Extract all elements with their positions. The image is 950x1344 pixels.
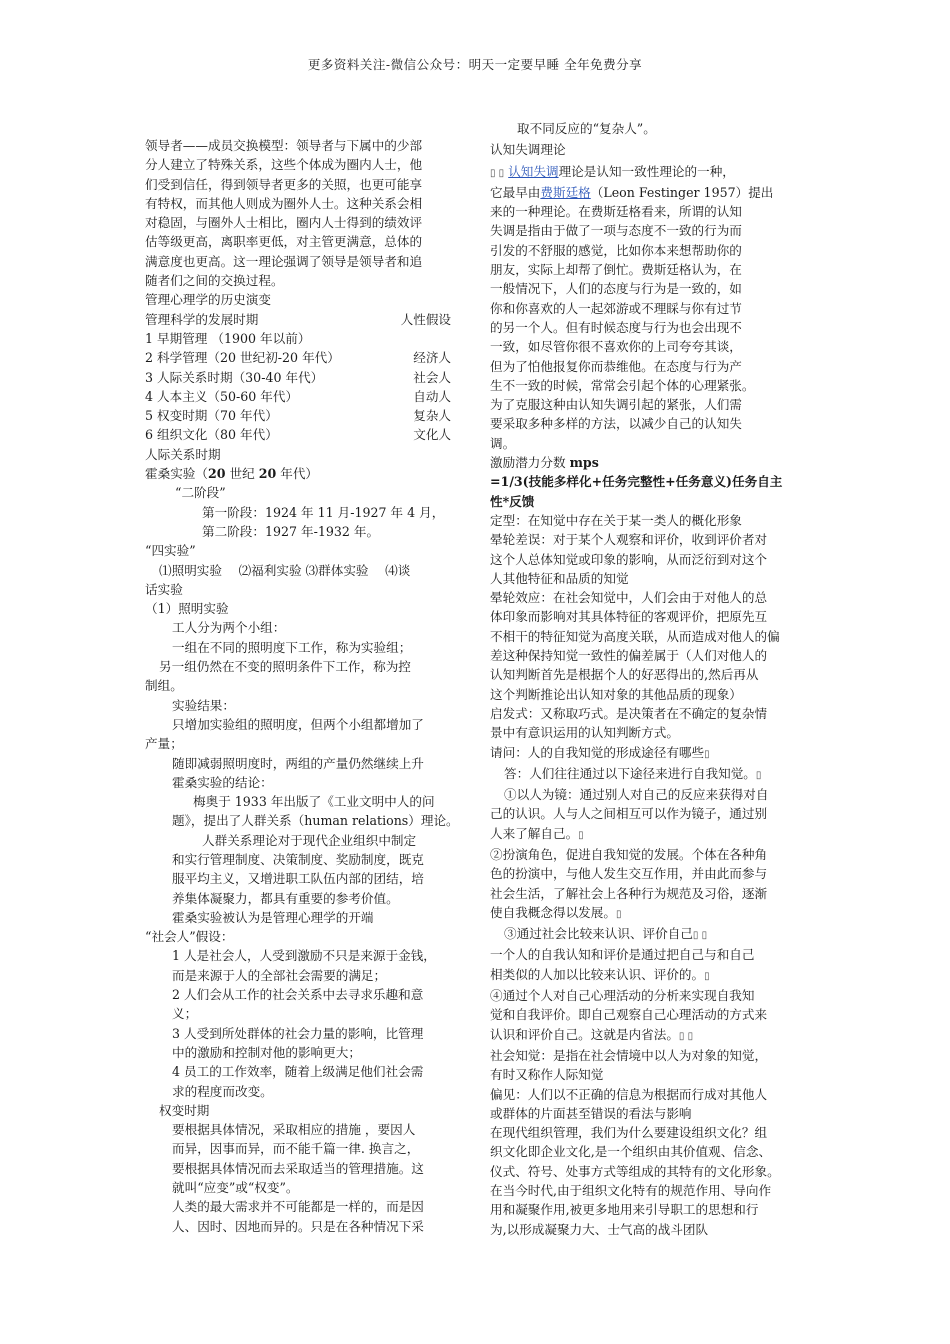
text-line: 1 人是社会人，人受到激励不只是来源于金钱， (172, 948, 436, 964)
placeholder-glyph-icon: ▯ (615, 908, 622, 920)
period-cell: 3 人际关系时期（30-40 年代） (145, 369, 324, 385)
text-line: 在现代组织管理，我们为什么要建设组织文化？组 (490, 1125, 768, 1141)
text-line: 觉和自我评价。即自己观察自己心理活动的方式来 (490, 1007, 768, 1023)
text-line: 满意度也更高。这一理论强调了领导是领导者和追 (145, 253, 423, 269)
text-span: 它最早由 (490, 184, 541, 200)
text-span: 人来了解自己。 (490, 825, 579, 841)
text-line: 偏见：人们以不正确的信息为根据而行成对其他人 (490, 1086, 768, 1102)
text-line: 梅奥于 1933 年出版了《工业文明中人的问 (193, 794, 435, 810)
text-line: 己的认识。人与人之间相互可以作为镜子，通过别 (490, 806, 768, 822)
text-line: 失调是指由于做了一项与态度不一致的行为而 (490, 223, 742, 239)
subsection-title: 权变时期 (159, 1102, 210, 1118)
text-line: 晕轮效应：在社会知觉中，人们会由于对他人的总 (490, 590, 768, 606)
text-line: 估等级更高，离职率更低，对主管更满意，总体的 (145, 234, 423, 250)
placeholder-glyph-icon: ▯ ▯ (678, 1030, 694, 1042)
text-line: 人、因时、因地而异的。只是在各种情况下采 (172, 1218, 424, 1234)
text-line: 4 员工的工作效率，随着上级满足他们社会需 (172, 1064, 424, 1080)
text-line: 有时又称作人际知觉 (490, 1067, 604, 1083)
text-line: 义； (172, 1006, 198, 1022)
table-row (145, 329, 451, 348)
text-line: 景中有意识运用的认知判断方式。 (490, 725, 679, 741)
text-line: 社会生活，了解社会上各种行为规范及习俗，逐渐 (490, 885, 768, 901)
text-line: 就叫“应变”或“权变”。 (172, 1180, 299, 1196)
assumption-cell: 复杂人 (413, 408, 451, 424)
placeholder-glyph-icon: ▯ (578, 829, 584, 841)
right-column (490, 119, 810, 1239)
section-title: 人际关系时期 (145, 446, 221, 462)
section-title: 管理心理学的历史演变 (145, 292, 271, 308)
period-cell: 4 人本主义（50-60 年代） (145, 388, 299, 404)
section-title: 认知失调理论 (490, 142, 566, 158)
text-line: 一致，如尽管你很不喜欢你的上司夸夸其谈， (490, 339, 742, 355)
text-span: 认识和评价自己。这就是内省法。 (490, 1026, 679, 1042)
period-cell: 1 早期管理 （1900 年以前） (145, 330, 311, 346)
text-line: 启发式：又称取巧式。是决策者在不确定的复杂情 (490, 705, 768, 721)
assumption-cell: 经济人 (413, 350, 451, 366)
text-span: 激励潜力分数 (490, 455, 570, 471)
text-line: 一般情况下，人们的态度与行为是一致的，如 (490, 281, 742, 297)
text-line: 用和凝聚作用,被更多地用来引导职工的思想和行 (490, 1202, 759, 1218)
text-span: 20 (258, 466, 277, 482)
text-line: ②扮演角色，促进自我知觉的发展。个体在各种角 (490, 846, 768, 862)
text-line: 要根据具体情况，采取相应的措施 ，要因人 (172, 1122, 416, 1138)
text-line: 体印象而影响对其具体特征的客观评价，把原先互 (490, 609, 768, 625)
lmx-paragraph (145, 136, 465, 290)
table-row (145, 387, 451, 406)
text-line: 题》，提出了人群关系（human relations）理论。 (172, 813, 459, 829)
stage-line: 第一阶段：1924 年 11 月-1927 年 4 月， (202, 504, 445, 520)
text-line (490, 824, 810, 845)
left-column (145, 136, 465, 1236)
text-line: 只增加实验组的照明度，但两个小组都增加了 (172, 716, 424, 732)
text-span: 使自我概念得以发展。 (490, 904, 616, 920)
text-line: 领导者——成员交换模型：领导者与下属中的少部 (145, 138, 423, 153)
period-cell: 5 权变时期（70 年代） (145, 408, 278, 424)
mps-formula (490, 492, 810, 511)
subsection-title: “社会人”假设： (145, 929, 234, 945)
mps-title (490, 453, 810, 472)
page-header: 更多资料关注-微信公众号：明天一定要早睡 全年免费分享 (307, 57, 643, 72)
text-span: 答：人们往往通过以下途径来进行自我知觉。 (504, 765, 756, 781)
text-line: 色的扮演中，与他人发生交互作用，并由此而参与 (490, 866, 768, 882)
text-line: 不相干的特征知觉为高度关联，从而造成对他人的偏 (490, 628, 780, 644)
text-line: 随者们之间的交换过程。 (145, 273, 284, 289)
text-line: 一组在不同的照明度下工作，称为实验组； (172, 639, 412, 655)
text-line: 你和你喜欢的人一起郊游或不理睬与你有过节 (490, 300, 742, 316)
text-line: 对稳固，与圈外人士相比，圈内人士得到的绩效评 (145, 215, 423, 231)
assumption-cell: 自动人 (413, 388, 451, 404)
text-line: 随即减弱照明度时，两组的产量仍然继续上升 (172, 755, 424, 771)
text-span: 相类似的人加以比较来认识、评价的。 (490, 966, 705, 982)
table-row (145, 425, 451, 444)
table-row (145, 348, 451, 367)
text-line: 差这种保持知觉一致性的偏差属于（人们对他人的 (490, 648, 768, 664)
text-line: 们受到信任，得到领导者更多的关照，也更可能享 (145, 176, 423, 192)
stage-line: 第二阶段：1927 年-1932 年。 (202, 523, 380, 539)
text-line: 而是来源于人的全部社会需要的满足； (172, 967, 387, 983)
placeholder-glyph-icon: ▯ (704, 970, 710, 982)
placeholder-glyph-icon: ▯ (704, 748, 710, 760)
text-line: 定型：在知觉中存在关于某一类人的概化形象 (490, 512, 742, 528)
text-line: 织文化即企业文化,是一个组织由其价值观、信念、 (490, 1144, 772, 1160)
text-span: =1/3(技能多样化+任务完整性+任务意义)任务自主 (490, 474, 783, 490)
table-header (145, 310, 451, 329)
text-line: 这个人总体知觉或印象的影响，从而泛衍到对这个 (490, 551, 768, 567)
text-line: 求的程度而改变。 (172, 1083, 273, 1099)
text-span: （Leon Festinger 1957）提出 (590, 184, 774, 200)
text-line: 2 人们会从工作的社会关系中去寻求乐趣和意 (172, 987, 424, 1003)
text-line (490, 924, 810, 945)
text-line (490, 162, 810, 183)
question-line (490, 743, 810, 764)
placeholder-glyph-icon: ▯ ▯ (692, 930, 708, 942)
four-exp-title: “四实验” (145, 543, 196, 559)
placeholder-glyph-icon: ▯ (755, 769, 762, 781)
table-row (145, 406, 451, 425)
column-header: 人性假设 (400, 311, 451, 327)
text-line: 晕轮差误：对于某个人观察和评价，收到评价者对 (490, 532, 768, 548)
text-line (490, 183, 810, 202)
text-line: 但为了怕他报复你而恭维他。在态度与行为产 (490, 358, 742, 374)
text-line: 来的一种理论。在费斯廷格看来，所谓的认知 (490, 204, 742, 220)
subsection-title: （1）照明实验 (145, 601, 229, 617)
text-line: 有特权，而其他人则成为圈外人士。这种关系会相 (145, 195, 423, 211)
text-line: 人其他特征和品质的知觉 (490, 570, 629, 586)
text-line: 而异，因事而异，而不能千篇一律. 换言之， (172, 1141, 420, 1157)
text-span: 20 (207, 466, 226, 482)
text-line: 认知判断首先是根据个人的好恶得出的,然后再从 (490, 667, 759, 683)
text-line: 养集体凝聚力，都具有重要的参考价值。 (172, 890, 399, 906)
text-line: ④通过个人对自己心理活动的分析来实现自我知 (490, 988, 755, 1004)
exp-list: 话实验 (145, 581, 183, 597)
text-span: 世纪 (225, 466, 259, 482)
text-line: 为,以形成凝聚力大、士气高的战斗团队 (490, 1221, 709, 1237)
text-line: 和实行管理制度、决策制度、奖励制度，既克 (172, 851, 424, 867)
text-line: 3 人受到所处群体的社会力量的影响，比管理 (172, 1025, 424, 1041)
text-span: 理论是认知一致性理论的一种， (558, 163, 735, 179)
text-line: 社会知觉：是指在社会情境中以人为对象的知觉， (490, 1047, 768, 1063)
text-span: mps (569, 455, 599, 471)
text-line: 霍桑实验的结论： (172, 774, 273, 790)
text-line: 生不一致的时候，常常会引起个体的心理紧张。 (490, 377, 755, 393)
text-line: 这个判断推论出认知对象的其他品质的现象） (490, 686, 742, 702)
text-line: 在当今时代,由于组织文化特有的规范作用、导向作 (490, 1183, 772, 1199)
text-line: 的另一个人。但有时候态度与行为也会出现不 (490, 319, 742, 335)
text-line: 取不同反应的“复杂人”。 (517, 121, 656, 136)
text-line: 霍桑实验被认为是管理心理学的开端 (172, 909, 374, 925)
text-line: 人群关系理论对于现代企业组织中制定 (202, 832, 417, 848)
text-line: 一个人的自我认知和评价是通过把自己与和自己 (490, 947, 755, 963)
text-line (490, 965, 810, 986)
text-line: 服平均主义，又增进职工队伍内部的团结，培 (172, 871, 424, 887)
text-line: 仪式、符号、处事方式等组成的其特有的文化形象。 (490, 1163, 780, 1179)
two-stage-title: “二阶段” (175, 485, 226, 501)
text-line: 朋友，实际上却帮了倒忙。费斯廷格认为，在 (490, 262, 742, 278)
text-line: 人类的最大需求并不可能都是一样的，而是因 (172, 1199, 424, 1215)
text-span: 年代） (276, 466, 319, 482)
table-row (145, 368, 451, 387)
text-line (490, 1025, 810, 1046)
period-cell: 2 科学管理（20 世纪初-20 年代） (145, 350, 340, 366)
text-line: 制组。 (145, 678, 183, 694)
answer-line (490, 764, 810, 785)
assumption-cell: 文化人 (413, 427, 451, 443)
text-line: 工人分为两个小组： (172, 620, 286, 636)
history-table (145, 310, 465, 445)
text-span: ③通过社会比较来认识、评价自己 (504, 926, 693, 942)
mps-formula (490, 472, 810, 491)
subsection-title: 实验结果： (172, 697, 235, 713)
text-line: 要采取多种多样的方法，以减少自己的认知失 (490, 416, 742, 432)
hawthorne-title (145, 464, 465, 483)
text-line (490, 903, 810, 924)
text-line: ①以人为镜：通过别人对自己的反应来获得对自 (504, 787, 769, 803)
text-span: 性*反馈 (490, 493, 535, 509)
assumption-cell: 社会人 (413, 369, 451, 385)
text-line: 分人建立了特殊关系，这些个体成为圈内人士，他 (145, 157, 423, 173)
text-line: 中的激励和控制对他的影响更大； (172, 1044, 361, 1060)
text-line: 为了克服这种由认知失调引起的紧张，人们需 (490, 397, 742, 413)
exp-list: ⑴照明实验 ⑵福利实验 ⑶群体实验 ⑷谈 (159, 562, 411, 578)
cognitive-dissonance-link[interactable]: 认知失调 (508, 163, 559, 179)
placeholder-glyph-icon: ▯ ▯ (490, 167, 505, 179)
text-line: 产量； (145, 736, 183, 752)
text-span: 霍桑实验（ (145, 466, 208, 482)
text-span: 请问：人的自我知觉的形成途径有哪些 (490, 744, 705, 760)
festinger-link[interactable]: 费斯廷格 (540, 184, 591, 200)
text-line: 调。 (490, 435, 516, 451)
text-line: 引发的不舒服的感觉，比如你本来想帮助你的 (490, 242, 742, 258)
text-line: 或群体的片面甚至错误的看法与影响 (490, 1105, 692, 1121)
period-cell: 6 组织文化（80 年代） (145, 427, 278, 443)
column-header: 管理科学的发展时期 (145, 311, 259, 327)
text-line: 要根据具体情况而去采取适当的管理措施。这 (172, 1160, 424, 1176)
text-line: 另一组仍然在不变的照明条件下工作，称为控 (159, 659, 411, 675)
